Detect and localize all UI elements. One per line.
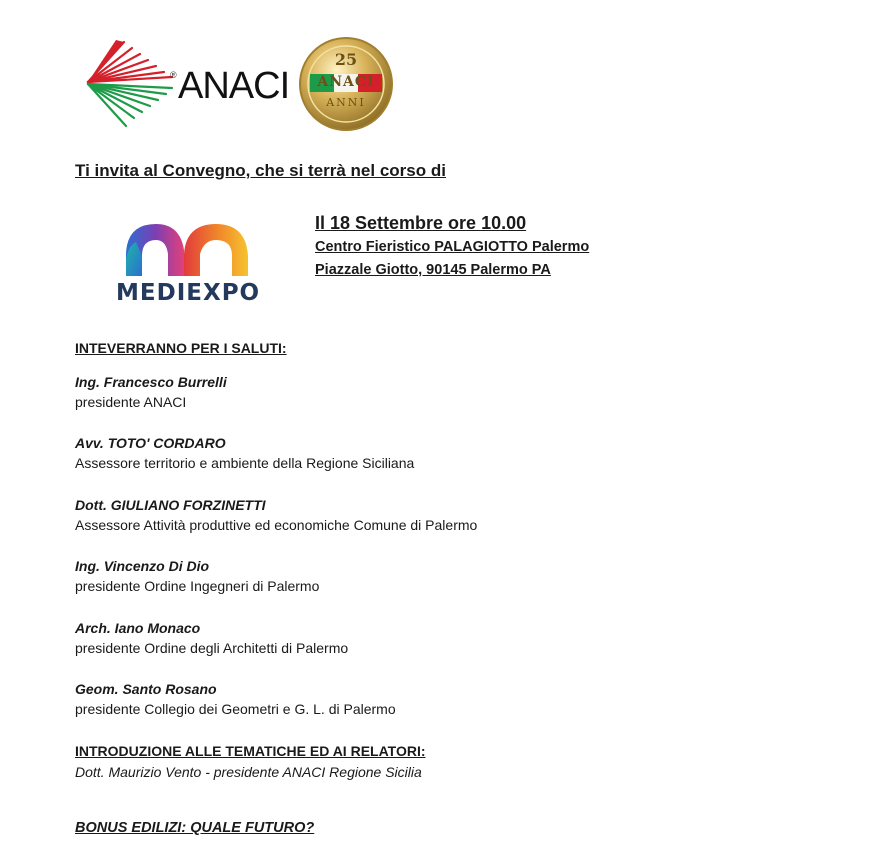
anaci-fan-icon [86, 40, 178, 130]
speaker-role: presidente ANACI [75, 394, 187, 410]
mediexpo-wordmark: MEDIEXPO [116, 280, 261, 306]
event-address: Piazzale Giotto, 90145 Palermo PA [315, 262, 551, 278]
speaker-entry [75, 374, 227, 410]
badge-number: 25 [334, 50, 358, 69]
speaker-name: Ing. Francesco Burrelli [75, 374, 227, 390]
speaker-name: Avv. TOTO' CORDARO [75, 435, 226, 451]
speaker-entry [75, 681, 396, 717]
registered-mark: ® [170, 70, 177, 80]
speaker-role: presidente Ordine Ingegneri di Palermo [75, 578, 320, 594]
anaci-logo [86, 40, 296, 130]
invite-heading: Ti invita al Convegno, che si terrà nel corso di [75, 161, 446, 180]
speaker-role: Assessore Attività produttive ed economiche Comune di Palermo [75, 517, 478, 533]
introduction-heading: INTRODUZIONE ALLE TEMATICHE ED AI RELATORI: [75, 743, 426, 759]
badge-years: ANNI [326, 96, 366, 109]
event-venue: Centro Fieristico PALAGIOTTO Palermo [315, 239, 590, 255]
speaker-entry [75, 497, 477, 533]
introduction-text: Dott. Maurizio Vento - presidente ANACI Regione Sicilia [75, 764, 422, 780]
speaker-role: presidente Collegio dei Geometri e G. L. di Palermo [75, 701, 396, 717]
speaker-name: Dott. GIULIANO FORZINETTI [75, 497, 266, 513]
speaker-name: Ing. Vincenzo Di Dio [75, 558, 210, 574]
event-date: Il 18 Settembre ore 10.00 [315, 213, 527, 233]
speaker-role: presidente Ordine degli Architetti di Palermo [75, 640, 349, 656]
mediexpo-logo [112, 218, 262, 308]
speaker-name: Geom. Santo Rosano [75, 681, 217, 697]
speaker-role: Assessore territorio e ambiente della Regione Siciliana [75, 455, 415, 471]
mediexpo-arch-icon [122, 220, 252, 278]
speaker-entry [75, 558, 319, 594]
greetings-heading: INTEVERRANNO PER I SALUTI: [75, 340, 287, 356]
speaker-entry [75, 435, 414, 471]
speaker-entry [75, 620, 348, 656]
speaker-name: Arch. Iano Monaco [75, 620, 201, 636]
bonus-heading: BONUS EDILIZI: QUALE FUTURO? [75, 820, 315, 836]
anniversary-badge [298, 36, 394, 132]
badge-brand: ANACI [317, 74, 375, 90]
anaci-wordmark: ANACI [178, 65, 290, 107]
